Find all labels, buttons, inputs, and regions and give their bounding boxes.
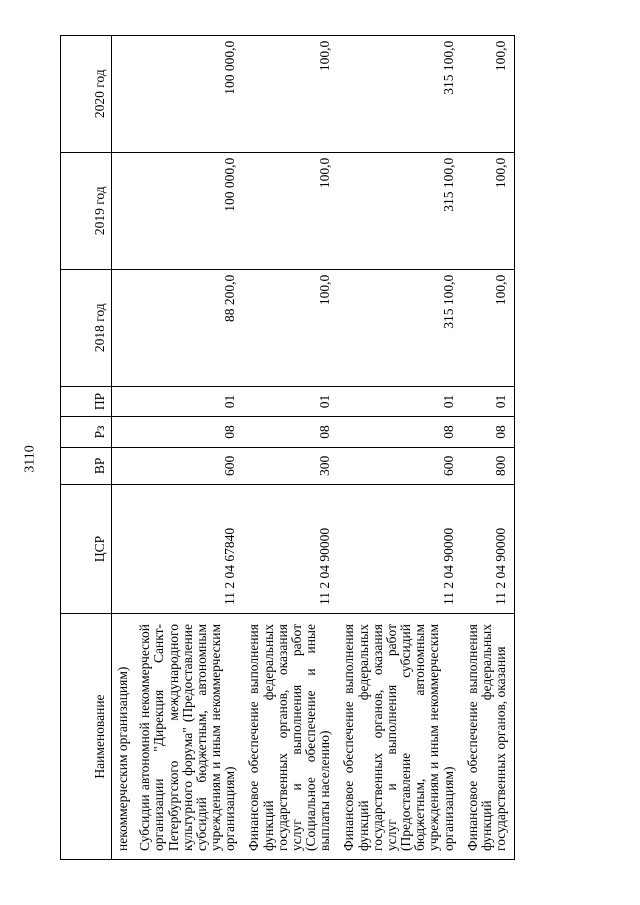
- row-2019: 100 000,0: [134, 152, 243, 269]
- row-2020: 100,0: [243, 35, 338, 152]
- row-pr: 01: [462, 386, 515, 417]
- row-csr: 11 2 04 90000: [462, 485, 515, 614]
- header-2019: 2019 год: [61, 152, 112, 269]
- table-row-continuation: [112, 35, 135, 859]
- row-2019: 100,0: [243, 152, 338, 269]
- row-rz: 08: [134, 417, 243, 448]
- row-name: Финансовое обеспечение выполнения функций федеральных государственных органов, оказания: [462, 614, 515, 860]
- row-2018: 315 100,0: [338, 269, 461, 386]
- row-csr: 11 2 04 90000: [338, 485, 461, 614]
- header-csr: ЦСР: [61, 485, 112, 614]
- table-row: [243, 35, 338, 859]
- row-csr: 11 2 04 90000: [243, 485, 338, 614]
- row-pr: 01: [243, 386, 338, 417]
- table-row: [134, 35, 243, 859]
- row-rz: 08: [462, 417, 515, 448]
- row-rz: 08: [243, 417, 338, 448]
- row-2018: 100,0: [462, 269, 515, 386]
- row-vr: 600: [338, 447, 461, 484]
- row-2019: 315 100,0: [338, 152, 461, 269]
- row-vr: 300: [243, 447, 338, 484]
- row-name: Финансовое обеспечение выполнения функций федеральных государственных органов, оказания услуг и выполнения работ (Социальное обеспечение и иные выплаты населению): [243, 614, 338, 860]
- table-row: [338, 35, 461, 859]
- header-rz: Рз: [61, 417, 112, 448]
- row-pr: 01: [134, 386, 243, 417]
- row-name: Субсидии автономной некоммерческой организации "Дирекция Санкт-Петербургского международного культурного форума" (Предоставление субсидий бюджетным, автономным учреждениям и иным некоммерческим организациям): [134, 614, 243, 860]
- page-number: 3110: [22, 445, 38, 473]
- header-vr: ВР: [61, 447, 112, 484]
- header-2018: 2018 год: [61, 269, 112, 386]
- header-name: Наименование: [61, 614, 112, 860]
- table-header-row: [61, 35, 112, 859]
- row-csr: 11 2 04 67840: [134, 485, 243, 614]
- row-name: Финансовое обеспечение выполнения функций федеральных государственных органов, оказания услуг и выполнения работ (Предоставление субсидий бюджетным, автономным учреждениям и иным некоммерческим организациям): [338, 614, 461, 860]
- row-rz: 08: [338, 417, 461, 448]
- budget-table: [60, 35, 515, 860]
- table-row: [462, 35, 515, 859]
- row-2018: 88 200,0: [134, 269, 243, 386]
- row-vr: 800: [462, 447, 515, 484]
- row-2020: 100 000,0: [134, 35, 243, 152]
- row-2019: 100,0: [462, 152, 515, 269]
- header-2020: 2020 год: [61, 35, 112, 152]
- continuation-text: некоммерческим организациям): [112, 614, 135, 860]
- header-pr: ПР: [61, 386, 112, 417]
- row-vr: 600: [134, 447, 243, 484]
- row-pr: 01: [338, 386, 461, 417]
- row-2020: 315 100,0: [338, 35, 461, 152]
- row-2018: 100,0: [243, 269, 338, 386]
- row-2020: 100,0: [462, 35, 515, 152]
